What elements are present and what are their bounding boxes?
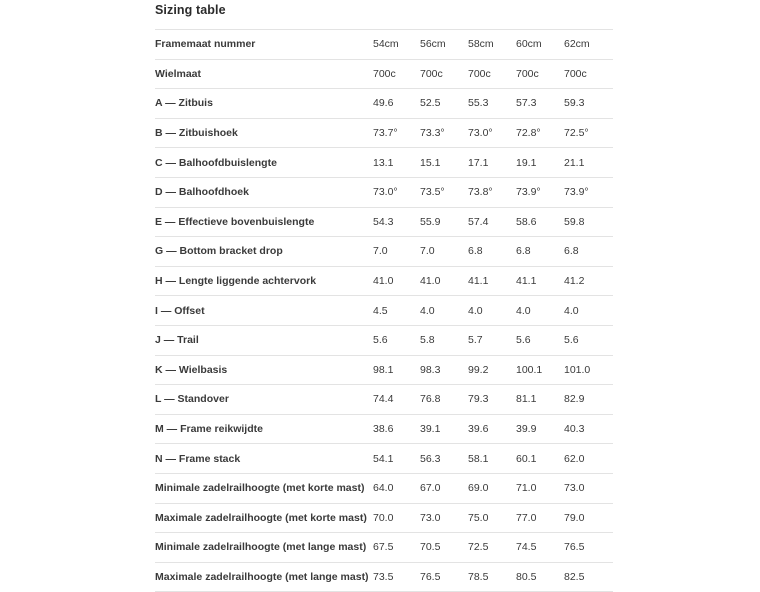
row-value: 60.1: [516, 444, 564, 474]
row-value: 5.7: [468, 325, 516, 355]
row-value: 73.5: [373, 562, 420, 592]
row-value: 59.8: [564, 207, 613, 237]
row-value: 5.6: [373, 325, 420, 355]
row-value: 57.3: [516, 89, 564, 119]
row-value: 82.5: [564, 562, 613, 592]
row-value: 73.7°: [373, 118, 420, 148]
row-value: 700c: [373, 59, 420, 89]
row-value: 55.9: [420, 207, 468, 237]
row-value: 73.0°: [373, 177, 420, 207]
row-label: H — Lengte liggende achtervork: [155, 266, 373, 296]
table-row: [155, 414, 613, 444]
row-label: J — Trail: [155, 325, 373, 355]
table-row: [155, 562, 613, 592]
row-value: 73.0: [564, 473, 613, 503]
row-value: 5.8: [420, 325, 468, 355]
row-value: 73.9°: [516, 177, 564, 207]
row-value: 15.1: [420, 148, 468, 178]
row-label: C — Balhoofdbuislengte: [155, 148, 373, 178]
row-value: 38.6: [373, 414, 420, 444]
row-value: 99.2: [468, 355, 516, 385]
row-value: 69.0: [468, 473, 516, 503]
row-value: 101.0: [564, 355, 613, 385]
row-value: 700c: [564, 59, 613, 89]
table-row: [155, 533, 613, 563]
row-label: Framemaat nummer: [155, 30, 373, 60]
row-value: 74.5: [516, 533, 564, 563]
row-value: 41.0: [420, 266, 468, 296]
row-value: 98.3: [420, 355, 468, 385]
row-value: 82.9: [564, 385, 613, 415]
row-value: 71.0: [516, 473, 564, 503]
sizing-table-body: [155, 30, 613, 592]
row-value: 41.2: [564, 266, 613, 296]
page-title: Sizing table: [155, 3, 226, 17]
row-label: Minimale zadelrailhoogte (met korte mast): [155, 473, 373, 503]
row-value: 4.0: [420, 296, 468, 326]
table-row: [155, 444, 613, 474]
row-value: 57.4: [468, 207, 516, 237]
row-value: 56.3: [420, 444, 468, 474]
table-row: [155, 59, 613, 89]
row-value: 79.0: [564, 503, 613, 533]
row-value: 56cm: [420, 30, 468, 60]
row-value: 19.1: [516, 148, 564, 178]
row-value: 39.6: [468, 414, 516, 444]
row-value: 72.5°: [564, 118, 613, 148]
row-value: 78.5: [468, 562, 516, 592]
table-row: [155, 237, 613, 267]
row-label: N — Frame stack: [155, 444, 373, 474]
table-row: [155, 207, 613, 237]
row-value: 4.0: [564, 296, 613, 326]
row-label: B — Zitbuishoek: [155, 118, 373, 148]
row-value: 98.1: [373, 355, 420, 385]
row-value: 17.1: [468, 148, 516, 178]
table-row: [155, 148, 613, 178]
row-value: 6.8: [564, 237, 613, 267]
row-value: 64.0: [373, 473, 420, 503]
table-row: [155, 325, 613, 355]
row-value: 60cm: [516, 30, 564, 60]
row-value: 5.6: [516, 325, 564, 355]
row-value: 58cm: [468, 30, 516, 60]
row-value: 58.6: [516, 207, 564, 237]
row-value: 73.3°: [420, 118, 468, 148]
row-value: 4.5: [373, 296, 420, 326]
row-value: 72.5: [468, 533, 516, 563]
table-row: [155, 89, 613, 119]
row-value: 700c: [420, 59, 468, 89]
row-value: 41.1: [468, 266, 516, 296]
row-label: M — Frame reikwijdte: [155, 414, 373, 444]
row-value: 21.1: [564, 148, 613, 178]
row-value: 76.8: [420, 385, 468, 415]
row-value: 40.3: [564, 414, 613, 444]
table-row: [155, 296, 613, 326]
row-value: 73.8°: [468, 177, 516, 207]
row-value: 54cm: [373, 30, 420, 60]
row-value: 6.8: [468, 237, 516, 267]
row-value: 52.5: [420, 89, 468, 119]
sizing-table: [155, 29, 613, 592]
table-row: [155, 177, 613, 207]
row-value: 74.4: [373, 385, 420, 415]
row-value: 55.3: [468, 89, 516, 119]
row-value: 79.3: [468, 385, 516, 415]
row-label: I — Offset: [155, 296, 373, 326]
row-value: 59.3: [564, 89, 613, 119]
table-row: [155, 118, 613, 148]
table-row: [155, 355, 613, 385]
row-value: 81.1: [516, 385, 564, 415]
row-value: 5.6: [564, 325, 613, 355]
row-value: 70.5: [420, 533, 468, 563]
row-label: G — Bottom bracket drop: [155, 237, 373, 267]
row-value: 67.0: [420, 473, 468, 503]
table-row: [155, 503, 613, 533]
row-value: 62.0: [564, 444, 613, 474]
row-value: 54.1: [373, 444, 420, 474]
row-value: 76.5: [420, 562, 468, 592]
table-row: [155, 385, 613, 415]
row-value: 700c: [468, 59, 516, 89]
row-value: 49.6: [373, 89, 420, 119]
row-value: 80.5: [516, 562, 564, 592]
row-label: K — Wielbasis: [155, 355, 373, 385]
row-label: Maximale zadelrailhoogte (met korte mast): [155, 503, 373, 533]
row-value: 39.9: [516, 414, 564, 444]
row-label: A — Zitbuis: [155, 89, 373, 119]
row-value: 100.1: [516, 355, 564, 385]
table-row: [155, 473, 613, 503]
row-value: 54.3: [373, 207, 420, 237]
row-value: 73.5°: [420, 177, 468, 207]
row-value: 58.1: [468, 444, 516, 474]
row-label: Wielmaat: [155, 59, 373, 89]
row-label: D — Balhoofdhoek: [155, 177, 373, 207]
table-row: [155, 266, 613, 296]
row-value: 700c: [516, 59, 564, 89]
row-value: 13.1: [373, 148, 420, 178]
row-value: 41.1: [516, 266, 564, 296]
table-row: [155, 30, 613, 60]
row-value: 76.5: [564, 533, 613, 563]
row-value: 7.0: [373, 237, 420, 267]
row-value: 6.8: [516, 237, 564, 267]
row-label: Minimale zadelrailhoogte (met lange mast): [155, 533, 373, 563]
row-value: 72.8°: [516, 118, 564, 148]
row-value: 77.0: [516, 503, 564, 533]
row-value: 62cm: [564, 30, 613, 60]
row-value: 4.0: [516, 296, 564, 326]
row-value: 7.0: [420, 237, 468, 267]
row-value: 39.1: [420, 414, 468, 444]
row-value: 73.0°: [468, 118, 516, 148]
row-value: 41.0: [373, 266, 420, 296]
row-label: Maximale zadelrailhoogte (met lange mast): [155, 562, 373, 592]
row-value: 67.5: [373, 533, 420, 563]
row-label: L — Standover: [155, 385, 373, 415]
row-value: 73.9°: [564, 177, 613, 207]
row-value: 70.0: [373, 503, 420, 533]
row-label: E — Effectieve bovenbuislengte: [155, 207, 373, 237]
sizing-table-container: [155, 29, 613, 592]
row-value: 73.0: [420, 503, 468, 533]
row-value: 75.0: [468, 503, 516, 533]
row-value: 4.0: [468, 296, 516, 326]
